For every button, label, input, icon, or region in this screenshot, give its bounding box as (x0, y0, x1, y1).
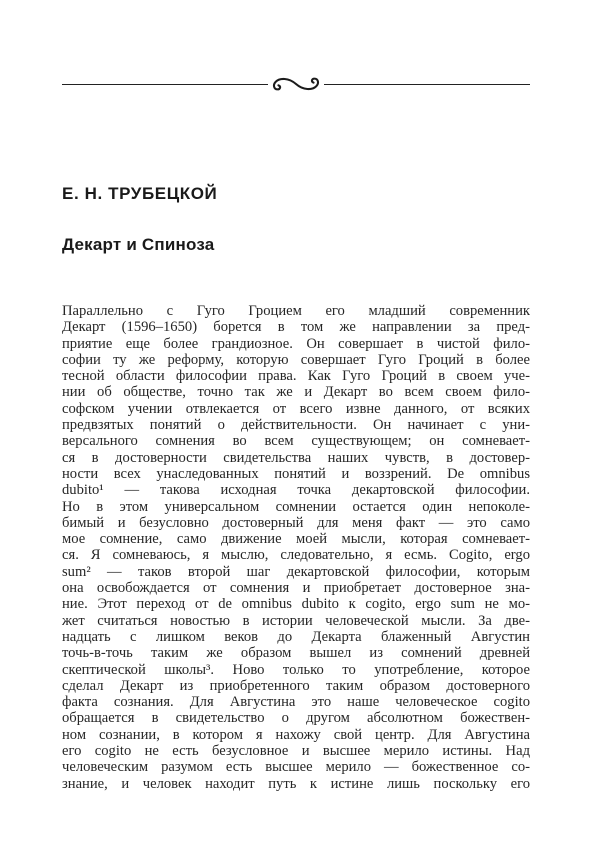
text-line: мое сомнение, само движение моей мысли, которая сомневает- (62, 531, 530, 548)
text-line: человеческим разумом есть высшее мерило — божественное со- (62, 759, 530, 776)
text-line: ности всех унаследованных понятий и воззрений. De omnibus (62, 465, 530, 482)
text-line: жет считаться новостью в истории человеческой мысли. За две- (62, 612, 530, 629)
author-name: Е. Н. ТРУБЕЦКОЙ (62, 184, 218, 203)
text-line: приятие еще более грандиозное. Он совершает в чистой фило- (62, 335, 530, 352)
text-line: ся. Я сомневаюсь, я мыслю, следовательно, я есмь. Cogito, ergo (62, 547, 530, 564)
text-line: его cogito не есть безусловное и высшее мерило истины. Над (62, 743, 530, 760)
text-line: версального сомнения во всем существующем; он сомневает- (62, 433, 530, 450)
divider-line-right (324, 84, 530, 85)
text-line: ние. Этот переход от de omnibus dubito к cogito, ergo sum не мо- (62, 596, 530, 613)
chapter-title: Декарт и Спиноза (62, 235, 215, 254)
text-line: ном сознании, в котором я нахожу свой центр. Для Августина (62, 726, 530, 743)
text-line: скептической школы³. Ново только то употребление, которое (62, 661, 530, 678)
text-line: обращается в свидетельство о другом абсолютном божествен- (62, 710, 530, 727)
text-line: надцать с лишком веков до Декарта блаженный Августин (62, 628, 530, 645)
text-line: знание, и человек находит путь к истине лишь поскольку его (62, 775, 530, 792)
text-line: Но в этом универсальном сомнении остается один непоколе- (62, 498, 530, 515)
text-line: бимый и безусловно достоверный для меня факт — это само (62, 514, 530, 531)
text-line: она освобождается от сомнения и приобретает достоверное зна- (62, 580, 530, 597)
text-line: тесной области философии права. Как Гуго Гроций в своем уче- (62, 368, 530, 385)
text-line: ся в достоверности свидетельства наших чувств, в достовер- (62, 449, 530, 466)
text-line: сделал Декарт из приобретенного таким образом достоверного (62, 677, 530, 694)
text-line: софском учении отвлекается от всего извне данного, от всяких (62, 400, 530, 417)
text-line: нии об обществе, точно так же и Декарт во всем своем фило- (62, 384, 530, 401)
divider-line-left (62, 84, 268, 85)
text-line: Декарт (1596–1650) борется в том же направлении за пред- (62, 319, 530, 336)
text-line: софии ту же реформу, которую совершает Гуго Гроций в более (62, 351, 530, 368)
chapter-divider (62, 72, 530, 96)
text-line: dubito¹ — такова исходная точка декартовской философии. (62, 482, 530, 499)
text-line: точь-в-точь таким же образом вышел из сомнений древней (62, 645, 530, 662)
text-line: предвзятых понятий о действительности. Он начинает с уни- (62, 417, 530, 434)
text-line: факта сознания. Для Августина это наше человеческое cogito (62, 694, 530, 711)
text-line: sum² — таков второй шаг декартовской философии, которым (62, 563, 530, 580)
body-paragraph (62, 303, 530, 792)
swirl-ornament-icon (269, 73, 323, 95)
text-line: Параллельно с Гуго Гроцием его младший современник (62, 303, 530, 319)
